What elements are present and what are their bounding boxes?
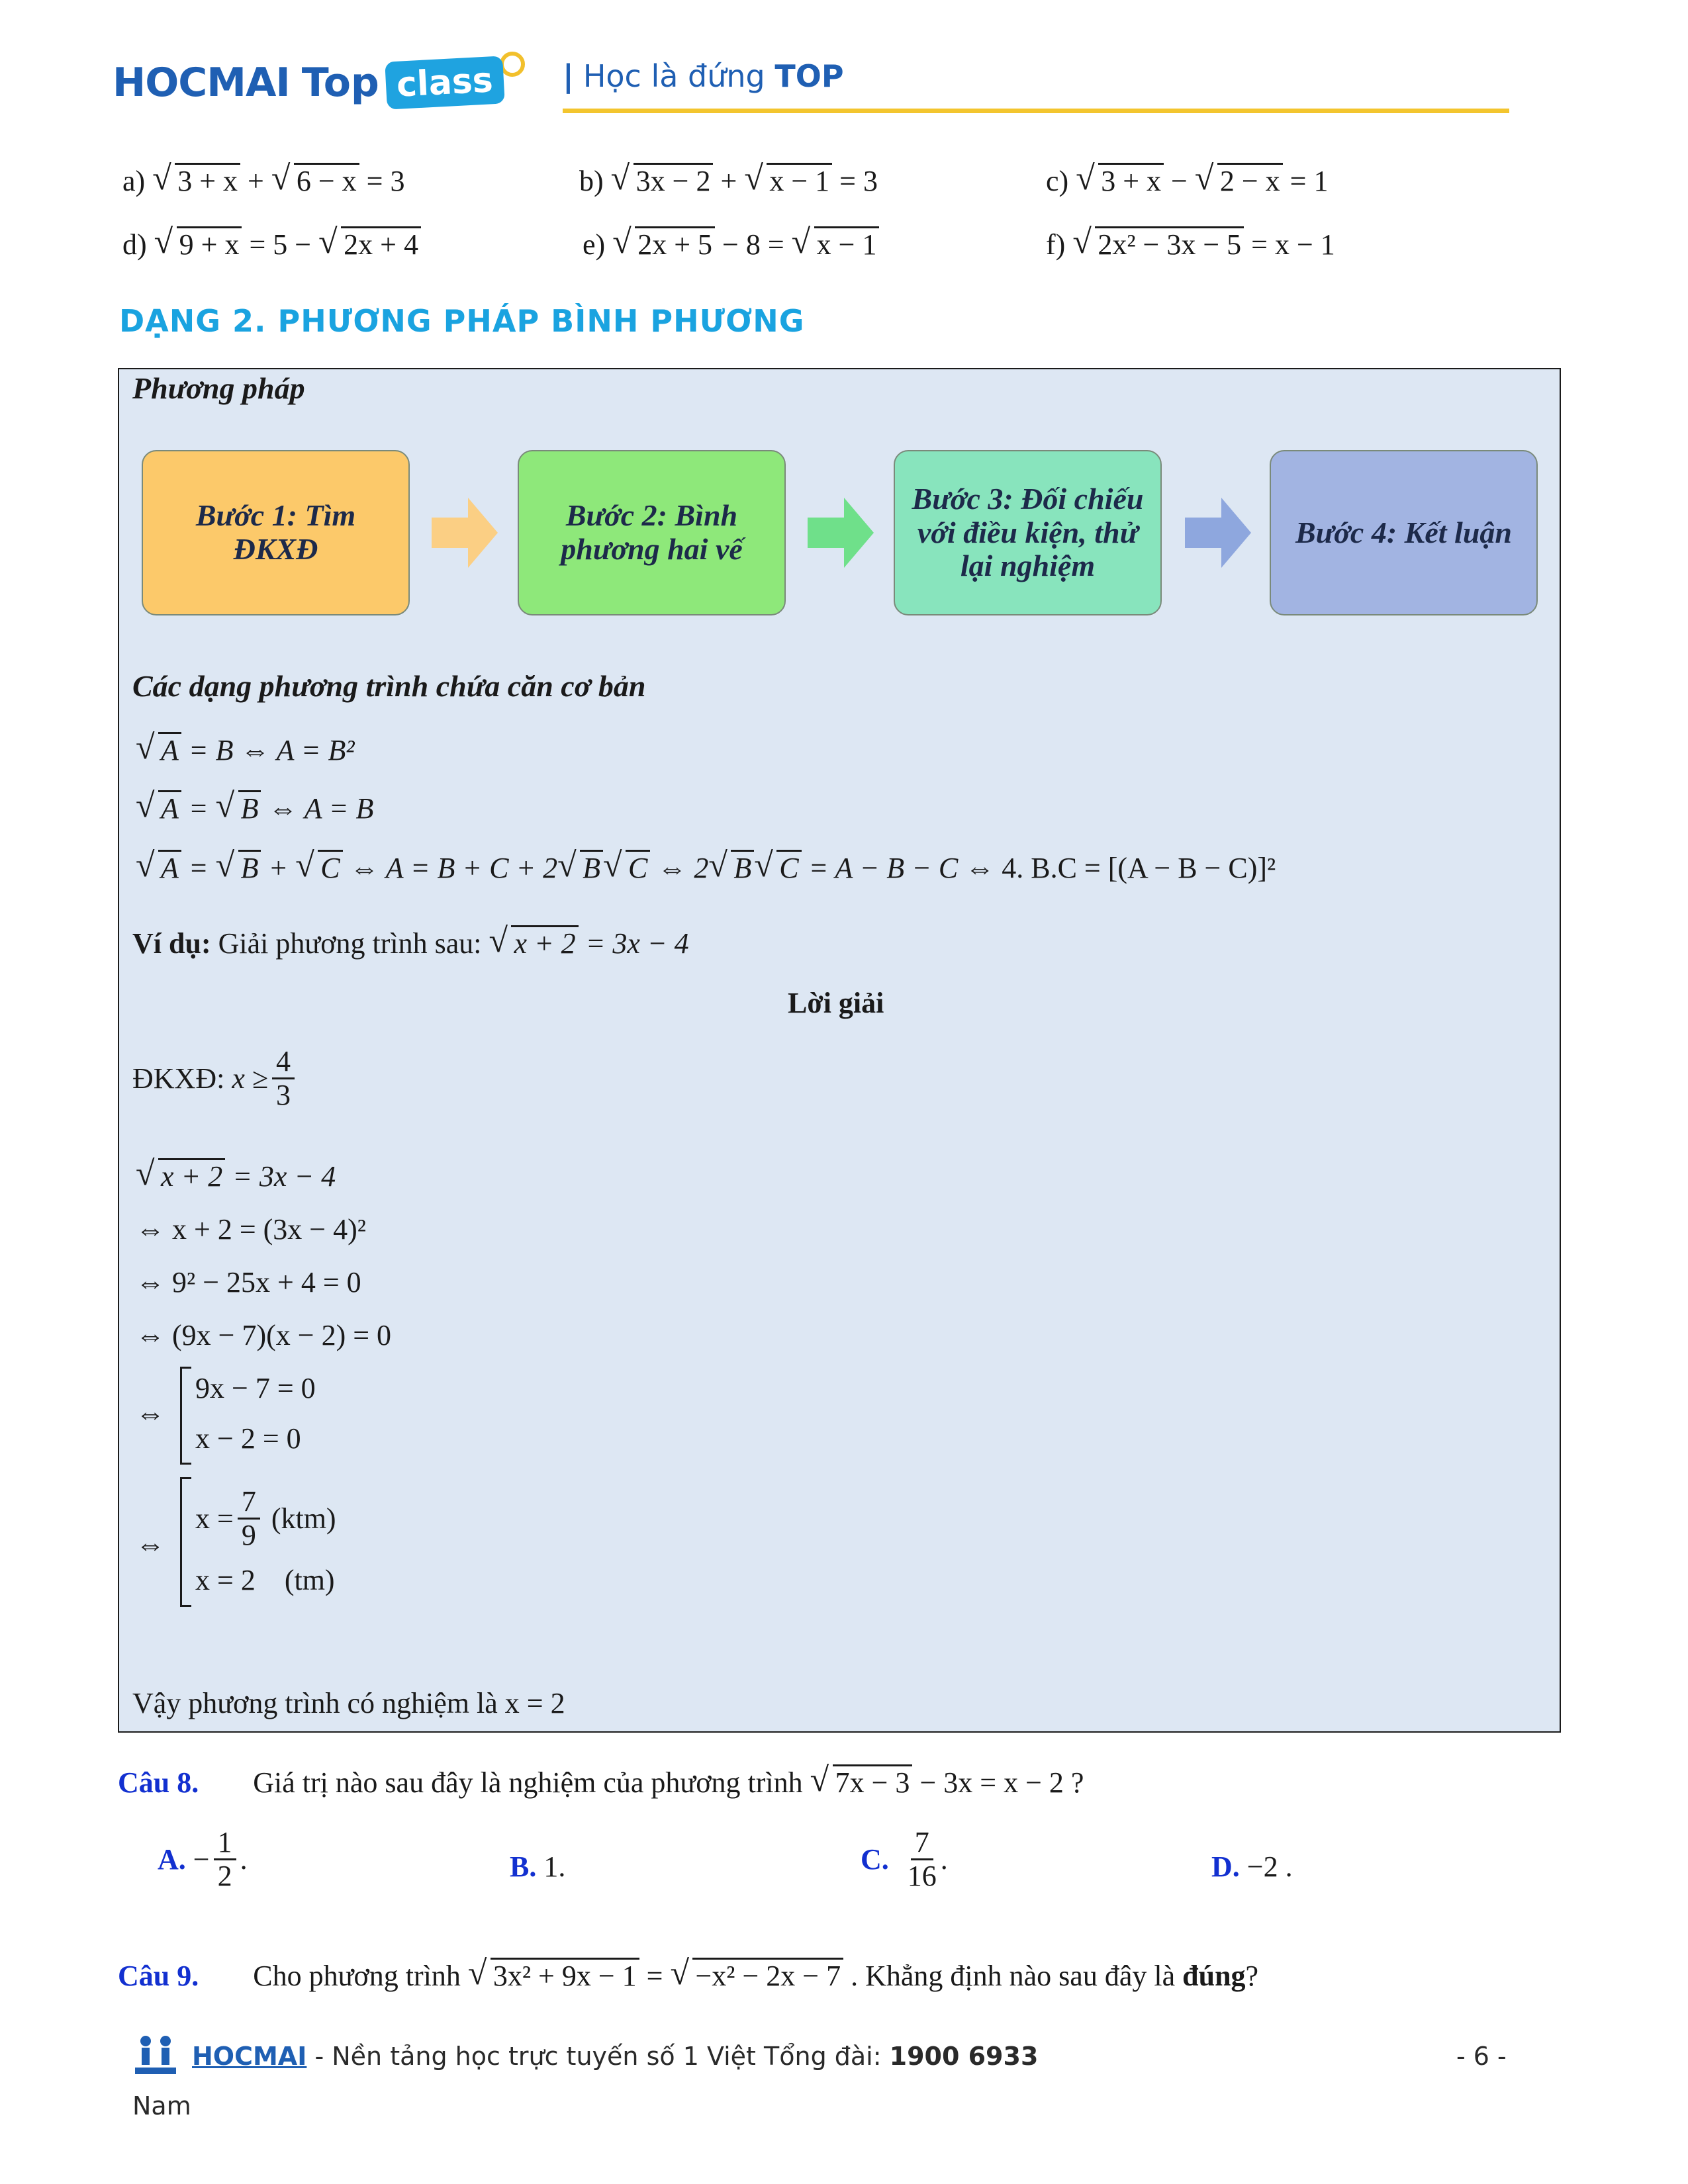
rhs: = 1 [1289, 165, 1329, 197]
solution-line-2: ⇔ x + 2 = (3x − 4)² [136, 1213, 366, 1246]
radical: √ 3 + x [152, 164, 240, 198]
radicand: 3x² + 9x − 1 [491, 1958, 639, 1992]
exercise-d [122, 223, 421, 261]
logo-top: Top [301, 60, 379, 106]
numerator: 1 [214, 1827, 236, 1860]
radical: √ A [136, 733, 181, 767]
footer-nam: Nam [132, 2091, 191, 2120]
gear-icon [500, 52, 525, 77]
slogan-prefix: Học là đứng [583, 58, 765, 94]
numerator: 7 [238, 1486, 260, 1520]
sys2-b: x = 2 [195, 1564, 256, 1596]
denominator: 2 [217, 1860, 232, 1893]
radical: √ 3x − 2 [611, 164, 714, 198]
exercise-e [583, 223, 879, 261]
footer-tagline: - Nền tảng học trực tuyến số 1 Việt Tổng đài: [306, 2042, 890, 2071]
exercise-label: a) [122, 165, 146, 197]
radical: √ C [603, 851, 650, 885]
radical: √ B [708, 851, 754, 885]
question-8 [118, 1761, 1084, 1799]
system2-b [195, 1563, 335, 1597]
exercise-label: d) [122, 228, 147, 261]
radicand: 3 + x [175, 163, 240, 197]
solution-line-1 [136, 1155, 336, 1193]
form-2-text: ⇔ A = B [268, 792, 374, 825]
fraction [272, 1046, 295, 1112]
example-label: Ví dụ: [132, 927, 211, 960]
exercise-label: b) [579, 165, 604, 197]
solution-title: Lời giải [788, 987, 884, 1019]
brand-logo [113, 46, 525, 119]
radicand: 9 + x [177, 226, 242, 261]
radical: √ B [216, 851, 261, 885]
question-text: Cho phương trình [253, 1960, 461, 1992]
logo-hocmai: HOCMAI [113, 60, 290, 106]
option-key: D. [1211, 1850, 1240, 1883]
example-text: Giải phương trình sau: [218, 927, 482, 960]
exercise-label: f) [1046, 228, 1066, 261]
radical: √ B [216, 792, 261, 825]
radical: √ x − 1 [792, 228, 880, 261]
page-number: - 6 - [1456, 2042, 1507, 2071]
radicand: x − 1 [814, 226, 880, 261]
system1-b: x − 2 = 0 [195, 1422, 301, 1455]
forms-heading: Các dạng phương trình chứa căn cơ bản [132, 669, 646, 703]
radicand: x − 1 [767, 163, 832, 197]
dkxd-label: ĐKXĐ: [132, 1062, 225, 1095]
exercise-b [579, 159, 878, 198]
radical: √ 2x + 5 [612, 228, 715, 261]
radical: √ −x² − 2x − 7 [670, 1959, 843, 1993]
arrow-right-icon [1185, 498, 1251, 568]
sys2-a-note: (ktm) [271, 1502, 336, 1535]
step-3: Bước 3: Đối chiếu với điều kiện, thử lại nghiệm [894, 450, 1162, 615]
exercise-a [122, 159, 405, 198]
question-bold: đúng [1182, 1960, 1246, 1992]
form-3-tail: ⇔ 4. B.C = [(A − B − C)]² [965, 852, 1276, 884]
radicand: 6 − x [294, 163, 359, 197]
denominator: 3 [276, 1079, 291, 1112]
radicand: 3x − 2 [633, 163, 714, 197]
denominator: 9 [241, 1519, 256, 1552]
option-key: C. [861, 1843, 889, 1876]
slogan [563, 58, 844, 94]
radical: √ A [136, 851, 181, 885]
equals: = [646, 1960, 663, 1992]
radicand: 2x² − 3x − 5 [1095, 226, 1244, 261]
bracket [180, 1367, 191, 1465]
dkxd-ineq: x ≥ [232, 1062, 269, 1095]
radical: √ x + 2 [489, 927, 578, 960]
sys2-a-pre: x = [195, 1502, 234, 1535]
hocmai-icon [132, 2032, 179, 2078]
conclusion: Vậy phương trình có nghiệm là x = 2 [132, 1687, 565, 1719]
slogan-divider: | [563, 58, 574, 94]
arrow-right-icon [808, 498, 874, 568]
example-statement [132, 922, 689, 960]
radicand: 2x + 5 [635, 226, 715, 261]
radical: √ 7x − 3 [810, 1766, 913, 1799]
exercise-f [1046, 223, 1335, 261]
option-c[interactable]: C. $\frac{7}{16}$ . [861, 1826, 948, 1893]
fraction [908, 1827, 937, 1893]
slogan-bold: TOP [774, 58, 844, 94]
dkxd-line [132, 1046, 299, 1112]
system2-a [195, 1486, 336, 1552]
exercise-label: c) [1046, 165, 1069, 197]
radical: √ 2 − x [1195, 164, 1283, 198]
radical: √ C [295, 851, 342, 885]
logo-class: class [385, 56, 504, 109]
operator: = 5 − [249, 228, 312, 261]
example-rhs: = 3x − 4 [585, 927, 689, 960]
footer-brand-link[interactable]: HOCMAI [192, 2042, 307, 2071]
radicand: −x² − 2x − 7 [692, 1958, 843, 1992]
bracket [180, 1477, 191, 1607]
radical: √ 3 + x [1076, 164, 1164, 198]
radical: √ 6 − x [271, 164, 359, 198]
option-key: A. [158, 1843, 186, 1876]
exercise-label: e) [583, 228, 606, 261]
step-4: Bước 4: Kết luận [1270, 450, 1538, 615]
option-b[interactable] [510, 1850, 565, 1884]
solution-line-4: ⇔ (9x − 7)(x − 2) = 0 [136, 1319, 392, 1351]
question-end: ? [1245, 1960, 1259, 1992]
rhs: = x − 1 [1251, 228, 1335, 261]
operator: − 8 = [722, 228, 784, 261]
numerator: 7 [911, 1827, 933, 1860]
arrow-right-icon [432, 498, 498, 568]
option-value: 1. [543, 1850, 566, 1883]
equivalence-symbol: ⇔ [136, 1397, 165, 1430]
radicand: 3 + x [1098, 163, 1164, 197]
radical: √ 2x + 4 [318, 228, 421, 261]
radical: √ x + 2 [136, 1160, 225, 1193]
option-key: B. [510, 1850, 537, 1883]
option-value: −2 . [1246, 1850, 1293, 1883]
radical: √ B [557, 851, 603, 885]
radical: √ C [754, 851, 801, 885]
radical: √ 2x² − 3x − 5 [1072, 228, 1244, 261]
method-heading: Phương pháp [132, 371, 305, 405]
header-rule [563, 109, 1509, 113]
fraction [238, 1486, 260, 1552]
option-d[interactable] [1211, 1850, 1293, 1884]
section-title: DẠNG 2. PHƯƠNG PHÁP BÌNH PHƯƠNG [119, 303, 805, 339]
step-2: Bước 2: Bình phương hai vế [518, 450, 786, 615]
option-a[interactable]: A. − $\frac{1}{2}$ . [158, 1826, 248, 1893]
line1-rhs: = 3x − 4 [232, 1160, 336, 1193]
question-tail: . Khẳng định nào sau đây là [851, 1960, 1176, 1992]
fraction [214, 1827, 236, 1893]
operator: − [1171, 165, 1188, 197]
solution-line-3: ⇔ 9² − 25x + 4 = 0 [136, 1266, 361, 1298]
radicand: 2x + 4 [341, 226, 421, 261]
question-9 [118, 1954, 1259, 1993]
question-label: Câu 8. [118, 1766, 199, 1799]
form-1 [136, 729, 355, 767]
question-rest: − 3x = x − 2 ? [919, 1766, 1084, 1799]
denominator: 16 [907, 1860, 937, 1893]
form-2: √ A = √ B ⇔ A = B [136, 787, 374, 825]
exercise-c [1046, 159, 1329, 198]
radicand: 7x − 3 [833, 1764, 913, 1799]
radical: √ x − 1 [744, 164, 832, 198]
radicand: 2 − x [1217, 163, 1283, 197]
radical: √ 9 + x [154, 228, 242, 261]
question-label: Câu 9. [118, 1960, 199, 1992]
question-text: Giá trị nào sau đây là nghiệm của phương trình [253, 1766, 803, 1799]
equivalence-symbol: ⇔ [136, 1528, 165, 1561]
form-3: √ A = √ B + √ C ⇔ A = B + C + 2 √ B √ C ⇔ 2 √ B √ C = A − B − C ⇔ 4. B.C = [(A − B − C)]² [136, 846, 1276, 884]
option-sign: − [193, 1843, 210, 1876]
form-1-text: = B ⇔ A = B² [188, 734, 355, 766]
sys2-b-note: (tm) [284, 1564, 335, 1596]
rhs: = 3 [366, 165, 405, 197]
footer-hotline: 1900 6933 [889, 2042, 1039, 2071]
operator: + [248, 165, 264, 197]
numerator: 4 [272, 1046, 295, 1079]
footer-text [192, 2042, 1038, 2071]
radical: √ A [136, 792, 181, 825]
radical: √ 3x² + 9x − 1 [468, 1959, 639, 1993]
operator: + [720, 165, 737, 197]
rhs: = 3 [839, 165, 878, 197]
step-1: Bước 1: Tìm ĐKXĐ [142, 450, 410, 615]
system1-a: 9x − 7 = 0 [195, 1372, 316, 1404]
